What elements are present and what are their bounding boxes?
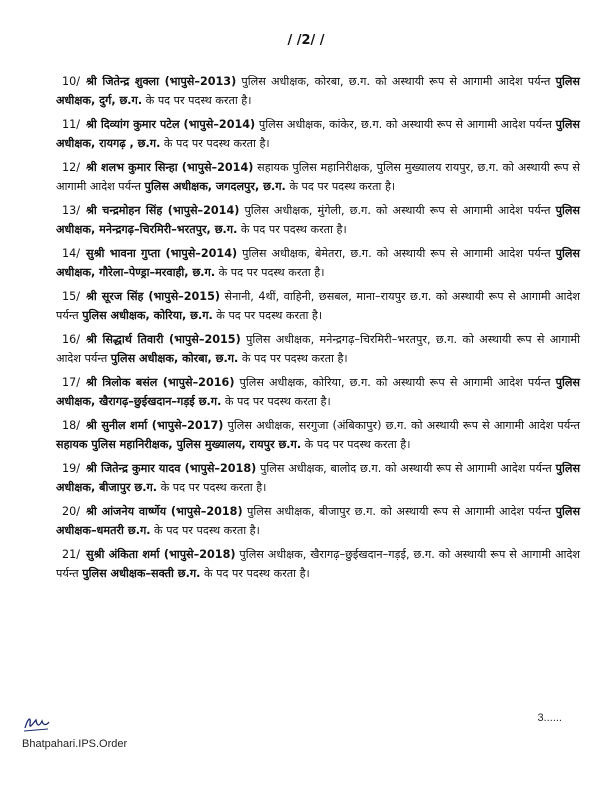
officer-name: सुश्री अंकिता शर्मा (भापुसे–2018) [86, 547, 236, 561]
order-item: 11/ श्री दिव्यांग कुमार पटेल (भापुसे–2014) पुलिस अधीक्षक, कांकेर, छ.ग. को अस्थायी रूप से आगामी आदेश पर्यन्त पुलिस अधीक्षक, रायगढ़ , छ.ग. के पद पर पदस्थ करता है। [56, 117, 580, 151]
order-item: 18/ श्री सुनील शर्मा (भापुसे–2017) पुलिस अधीक्षक, सरगुजा (अंबिकापुर) छ.ग. को अस्थायी रूप से आगामी आदेश पर्यन्त सहायक पुलिस महानिरीक्षक, पुलिस मुख्यालय, रायपुर छ.ग. के पद पर पदस्थ करता है। [56, 418, 581, 452]
officer-name: श्री चन्द्रमोहन सिंह (भापुसे–2014) [86, 203, 240, 217]
officer-name: श्री सुनील शर्मा (भापुसे–2017) [86, 418, 224, 432]
order-item: 19/ श्री जितेन्द्र कुमार यादव (भापुसे–2018) पुलिस अधीक्षक, बालोद छ.ग. को अस्थायी रूप से आगामी आदेश पर्यन्त पुलिस अधीक्षक, बीजापुर छ.ग. के पद पर पदस्थ करता है। [56, 461, 581, 495]
order-item: 21/ सुश्री अंकिता शर्मा (भापुसे–2018) पुलिस अधीक्षक, खैरागढ़–छुईखदान–गड़ई, छ.ग. को अस्थायी रूप से आगामी आदेश पर्यन्त पुलिस अधीक्षक–सक्ती छ.ग. के पद पर पदस्थ करता है। [56, 547, 580, 581]
officer-name: श्री त्रिलोक बसंल (भापुसे–2016) [86, 375, 235, 389]
posting: पुलिस अधीक्षक, बीजापुर छ.ग. [56, 461, 581, 495]
posting: पुलिस अधीक्षक, गौरेला–पेण्ड्रा–मरवाही, छ.ग. [56, 246, 580, 280]
order-item: 15/ श्री सूरज सिंह (भापुसे–2015) सेनानी, 4थीं, वाहिनी, छसबल, माना–रायपुर छ.ग. को अस्थायी रूप से आगामी आदेश पर्यन्त पुलिस अधीक्षक, कोरिया, छ.ग. के पद पर पदस्थ करता है। [56, 289, 581, 323]
page-number-header: / /2/ / [287, 33, 325, 48]
posting: पुलिस अधीक्षक–धमतरी छ.ग. [56, 504, 581, 538]
order-list [56, 72, 580, 588]
officer-name: श्री दिव्यांग कुमार पटेल (भापुसे–2014) [86, 117, 256, 131]
officer-name: श्री सिद्धार्थ तिवारी (भापुसे–2015) [86, 332, 241, 346]
order-item: 13/ श्री चन्द्रमोहन सिंह (भापुसे–2014) पुलिस अधीक्षक, मुंगेली, छ.ग. को अस्थायी रूप से आगामी आदेश पर्यन्त पुलिस अधीक्षक, मनेन्द्रगढ़–चिरमिरी–भरतपुर, छ.ग. के पद पर पदस्थ करता है। [56, 203, 580, 237]
posting: पुलिस अधीक्षक, रायगढ़ , छ.ग. [56, 117, 580, 151]
order-item: 12/ श्री शलभ कुमार सिन्हा (भापुसे–2014) सहायक पुलिस महानिरीक्षक, पुलिस मुख्यालय रायपुर, छ.ग. को अस्थायी रूप से आगामी आदेश पर्यन्त पुलिस अधीक्षक, जगदलपुर, छ.ग. के पद पर पदस्थ करता है। [56, 160, 580, 194]
order-item: 17/ श्री त्रिलोक बसंल (भापुसे–2016) पुलिस अधीक्षक, कोरिया, छ.ग. को अस्थायी रूप से आगामी आदेश पर्यन्त पुलिस अधीक्षक, खैरागढ़–छुईखदान–गड़ई छ.ग. के पद पर पदस्थ करता है। [56, 375, 580, 409]
order-item: 10/ श्री जितेन्द्र शुक्ला (भापुसे–2013) पुलिस अधीक्षक, कोरबा, छ.ग. को अस्थायी रूप से आगामी आदेश पर्यन्त पुलिस अधीक्षक, दुर्ग, छ.ग. के पद पर पदस्थ करता है। [56, 75, 580, 108]
signature-mark [22, 710, 52, 736]
posting: सहायक पुलिस महानिरीक्षक, पुलिस मुख्यालय, रायपुर छ.ग. [56, 438, 302, 452]
file-reference-label: Bhatpahari.IPS.Order [22, 738, 128, 750]
order-item: 20/ श्री आंजनेय वार्ष्णेय (भापुसे–2018) पुलिस अधीक्षक, बीजापुर छ.ग. को अस्थायी रूप से आगामी आदेश पर्यन्त पुलिस अधीक्षक–धमतरी छ.ग. के पद पर पदस्थ करता है। [56, 504, 581, 538]
officer-name: सुश्री भावना गुप्ता (भापुसे–2014) [86, 246, 238, 260]
order-item: 14/ सुश्री भावना गुप्ता (भापुसे–2014) पुलिस अधीक्षक, बेमेतरा, छ.ग. को अस्थायी रूप से आगामी आदेश पर्यन्त पुलिस अधीक्षक, गौरेला–पेण्ड्रा–मरवाही, छ.ग. के पद पर पदस्थ करता है। [56, 246, 580, 280]
posting: पुलिस अधीक्षक, कोरबा, छ.ग. [110, 352, 239, 366]
posting: पुलिस अधीक्षक, कोरिया, छ.ग. [82, 309, 213, 323]
officer-name: श्री जितेन्द्र शुक्ला (भापुसे–2013) [86, 75, 237, 88]
officer-name: श्री आंजनेय वार्ष्णेय (भापुसे–2018) [86, 504, 243, 518]
order-item: 16/ श्री सिद्धार्थ तिवारी (भापुसे–2015) पुलिस अधीक्षक, मनेन्द्रगढ़–चिरमिरी–भरतपुर, छ.ग. को अस्थायी रूप से आगामी आदेश पर्यन्त पुलिस अधीक्षक, कोरबा, छ.ग. के पद पर पदस्थ करता है। [56, 332, 580, 366]
officer-name: श्री जितेन्द्र कुमार यादव (भापुसे–2018) [86, 461, 257, 475]
officer-name: श्री सूरज सिंह (भापुसे–2015) [86, 289, 220, 303]
officer-name: श्री शलभ कुमार सिन्हा (भापुसे–2014) [86, 160, 254, 174]
next-page-indicator: 3...... [537, 712, 562, 724]
posting: पुलिस अधीक्षक, जगदलपुर, छ.ग. [144, 180, 286, 194]
posting: पुलिस अधीक्षक, दुर्ग, छ.ग. [56, 75, 580, 108]
posting: पुलिस अधीक्षक, खैरागढ़–छुईखदान–गड़ई छ.ग. [56, 375, 580, 409]
posting: पुलिस अधीक्षक, मनेन्द्रगढ़–चिरमिरी–भरतपुर, छ.ग. [56, 203, 580, 237]
posting: पुलिस अधीक्षक–सक्ती छ.ग. [82, 567, 201, 581]
